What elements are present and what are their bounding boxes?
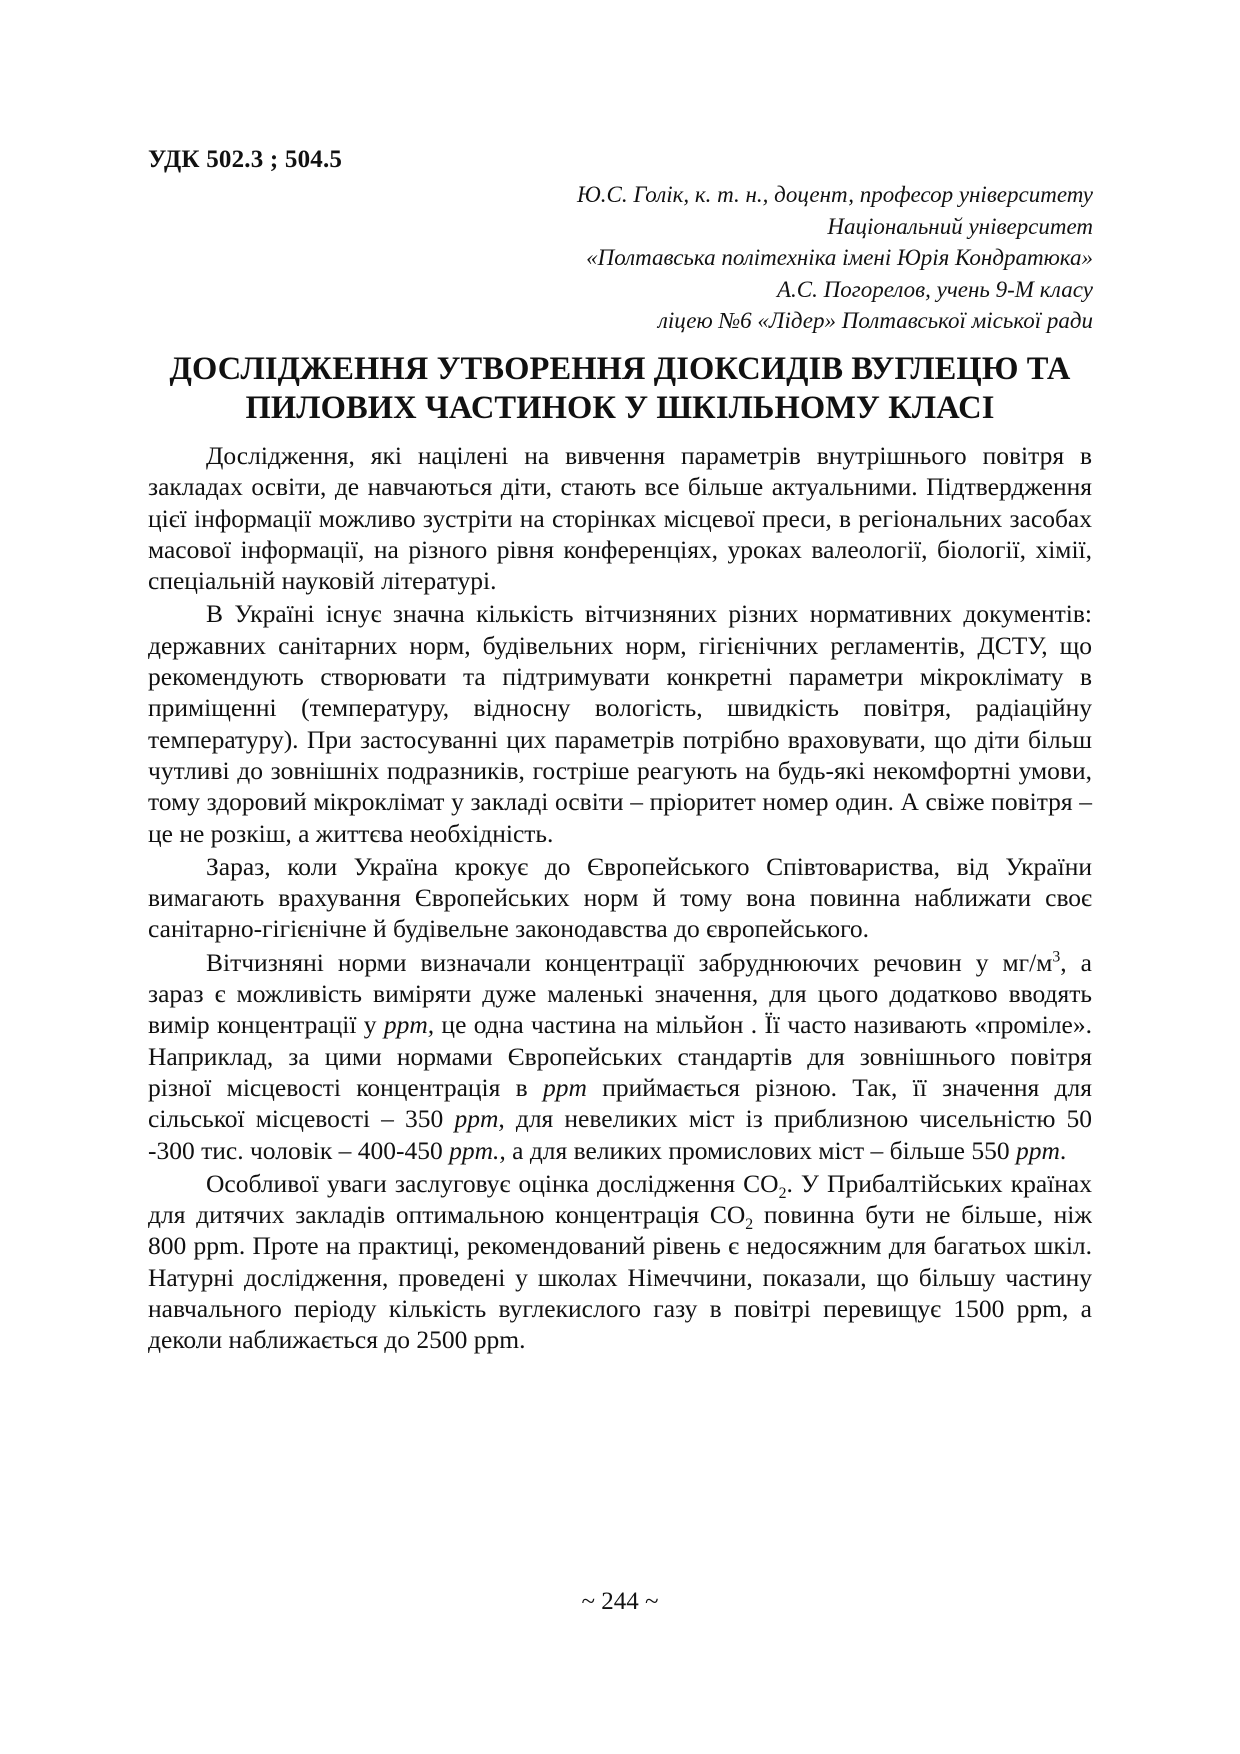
p4-ppm-5: ppm	[1015, 1135, 1060, 1165]
p4-text-e: для невеликих міст із приблизною чисельністю 50 -300 тис. чоловік – 400-450	[148, 1104, 1092, 1165]
p4-text-c: це одна частина на мільйон . Її часто називають «проміле». Наприклад, за цими нормами Європейських стандартів для зовнішнього повітря різної місцевості концентрація в	[148, 1010, 1092, 1102]
title-line-2: ПИЛОВИХ ЧАСТИНОК У ШКІЛЬНОМУ КЛАСІ	[245, 390, 995, 426]
paragraph-3: Зараз, коли Україна крокує до Європейського Співтовариства, від України вимагають врахування Європейських норм й тому вона повинна наближати своє санітарно-гігієнічне й будівельне законодавства до європейського.	[148, 851, 1092, 944]
p5-text-b: . У Прибалтійських країнах для дитячих закладів оптимальною концентрація СО	[148, 1168, 1092, 1230]
page-number: ~ 244 ~	[581, 1588, 659, 1615]
author-line-4: А.С. Погорелов, учень 9-М класу	[776, 276, 1093, 302]
p4-text-a: Вітчизняні норми визначали концентрації забруднюючих речовин у мг/м	[206, 947, 1053, 977]
p4-superscript: 3	[1052, 948, 1061, 966]
p4-ppm-4: ppm.,	[449, 1135, 506, 1165]
author-line-1: Ю.С. Голік, к. т. н., доцент, професор університету	[577, 182, 1093, 207]
paragraph-4	[148, 947, 1092, 1166]
author-line-5: ліцею №6 «Лідер» Полтавської міської ради	[657, 308, 1093, 333]
p5-text-c: повинна бути не більше, ніж 800 ppm. Проте на практиці, рекомендований рівень є недосяжним для багатьох шкіл. Натурні дослідження, проведені у школах Німеччини, показали, що більшу частину навчального періоду кількість вуглекислого газу в повітрі перевищує 1500 ppm, а деколи наближається до 2500 ppm.	[148, 1200, 1092, 1355]
p4-text-b: , а зараз є можливість виміряти дуже маленькі значення, для цього додатково вводять вимір концентрації у	[148, 947, 1092, 1040]
paragraph-1: Дослідження, які націлені на вивчення параметрів внутрішнього повітря в закладах освіти, де навчаються діти, стають все більше актуальними. Підтвердження цієї інформації можливо зустріти на сторінках місцевої преси, в регіональних засобах масової інформації, на різного рівня конференціях, уроках валеології, біології, хімії, спеціальній науковій літературі.	[148, 441, 1092, 596]
paper-body	[148, 440, 1092, 1356]
p5-subscript-1: 2	[778, 1184, 787, 1202]
p4-text-f: а для великих промислових міст – більше 550	[505, 1135, 1016, 1165]
author-line-3: «Полтавська політехніка імені Юрія Кондратюка»	[586, 245, 1093, 270]
p5-text-a: Особливої уваги заслуговує оцінка дослідження СО	[206, 1168, 779, 1198]
p4-text-g: .	[1059, 1135, 1067, 1165]
title-line-1: ДОСЛІДЖЕННЯ УТВОРЕННЯ ДІОКСИДІВ ВУГЛЕЦЮ ТА	[169, 351, 1071, 387]
paragraph-2: В Україні існує значна кількість вітчизняних різних нормативних документів: державних санітарних норм, будівельних норм, гігієнічних регламентів, ДСТУ, що рекомендують створювати та підтримувати конкретні параметри мікроклімату в приміщенні (температуру, відносну вологість, швидкість повітря, радіаційну температуру). При застосуванні цих параметрів потрібно враховувати, що діти більш чутливі до зовнішніх подразників, гостріше реагують на будь-які некомфортні умови, тому здоровий мікроклімат у закладі освіти – пріоритет номер один. А свіже повітря – це не розкіш, а життєва необхідність.	[148, 599, 1092, 848]
p4-ppm-2: ppm	[543, 1072, 587, 1102]
p4-ppm-1: ppm,	[383, 1010, 435, 1040]
p5-subscript-2: 2	[745, 1216, 754, 1234]
author-affiliations	[193, 179, 1093, 337]
paper-title	[140, 350, 1100, 428]
p4-text-d: приймається різною. Так, її значення для сільської місцевості – 350	[148, 1072, 1092, 1134]
author-line-2: Національний університет	[827, 213, 1093, 239]
p4-ppm-3: ppm,	[454, 1104, 505, 1134]
paragraph-5	[148, 1168, 1092, 1356]
udk-code: УДК 502.3 ; 504.5	[148, 146, 343, 173]
